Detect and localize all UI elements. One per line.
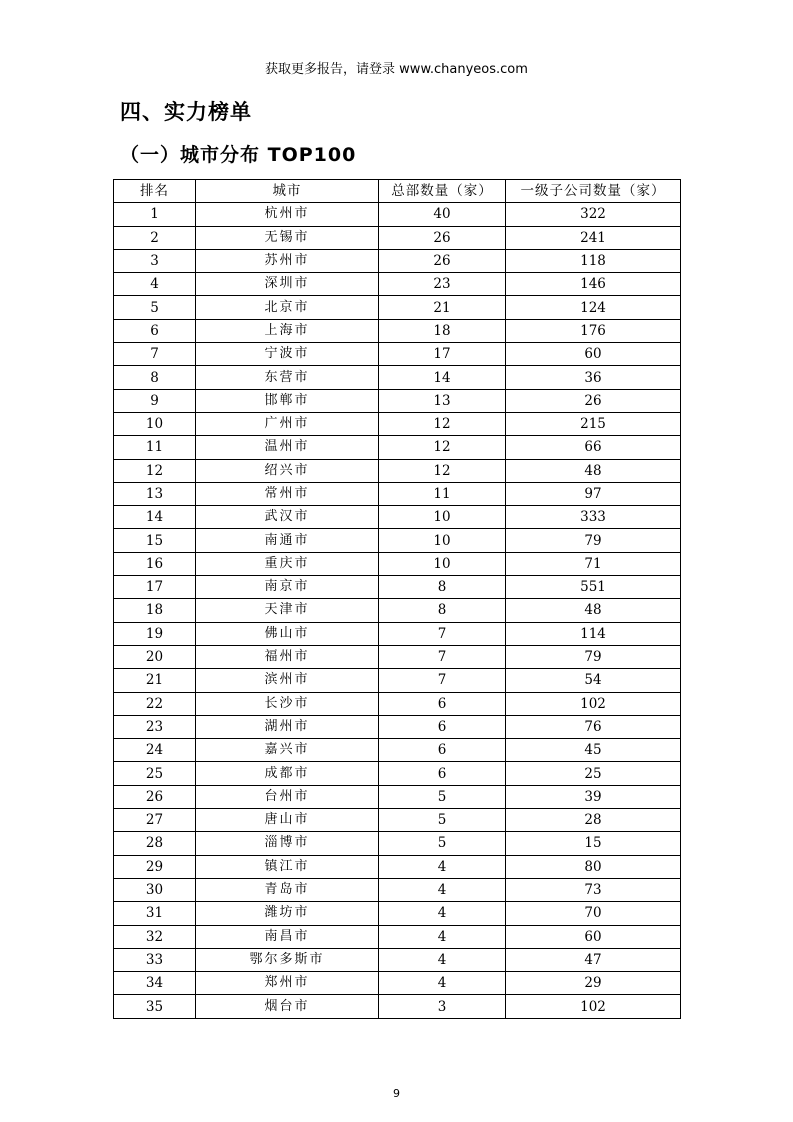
col-header-hq-count: 总部数量（家） — [379, 180, 506, 203]
cell-rank: 30 — [114, 878, 196, 901]
cell-hq-count: 17 — [379, 343, 506, 366]
table-row — [114, 273, 681, 296]
cell-city: 常州市 — [196, 482, 379, 505]
col-header-city: 城市 — [196, 180, 379, 203]
table-row — [114, 739, 681, 762]
cell-hq-count: 6 — [379, 692, 506, 715]
table-row — [114, 832, 681, 855]
cell-rank: 19 — [114, 622, 196, 645]
cell-subsidiary-count: 79 — [506, 529, 681, 552]
cell-rank: 3 — [114, 249, 196, 272]
cell-hq-count: 4 — [379, 902, 506, 925]
cell-subsidiary-count: 102 — [506, 995, 681, 1018]
table-row — [114, 622, 681, 645]
cell-hq-count: 12 — [379, 459, 506, 482]
table-row — [114, 389, 681, 412]
cell-subsidiary-count: 322 — [506, 203, 681, 226]
cell-rank: 33 — [114, 948, 196, 971]
cell-rank: 9 — [114, 389, 196, 412]
cell-subsidiary-count: 79 — [506, 645, 681, 668]
cell-hq-count: 12 — [379, 436, 506, 459]
page-header: 获取更多报告，请登录 www.chanyeos.com — [265, 62, 528, 77]
cell-subsidiary-count: 54 — [506, 669, 681, 692]
cell-hq-count: 12 — [379, 412, 506, 435]
cell-hq-count: 10 — [379, 529, 506, 552]
cell-city: 南京市 — [196, 576, 379, 599]
cell-subsidiary-count: 48 — [506, 459, 681, 482]
cell-hq-count: 26 — [379, 249, 506, 272]
cell-rank: 17 — [114, 576, 196, 599]
cell-hq-count: 8 — [379, 599, 506, 622]
cell-rank: 8 — [114, 366, 196, 389]
cell-rank: 32 — [114, 925, 196, 948]
cell-rank: 16 — [114, 552, 196, 575]
table-body — [114, 203, 681, 1018]
cell-hq-count: 3 — [379, 995, 506, 1018]
table-row — [114, 645, 681, 668]
cell-hq-count: 23 — [379, 273, 506, 296]
cell-rank: 6 — [114, 319, 196, 342]
cell-rank: 11 — [114, 436, 196, 459]
city-ranking-table — [113, 179, 681, 1019]
cell-city: 南昌市 — [196, 925, 379, 948]
table-row — [114, 366, 681, 389]
cell-hq-count: 4 — [379, 925, 506, 948]
table-row — [114, 319, 681, 342]
cell-hq-count: 6 — [379, 739, 506, 762]
table-row — [114, 925, 681, 948]
cell-hq-count: 7 — [379, 645, 506, 668]
table-row — [114, 296, 681, 319]
cell-subsidiary-count: 102 — [506, 692, 681, 715]
cell-subsidiary-count: 97 — [506, 482, 681, 505]
cell-rank: 25 — [114, 762, 196, 785]
cell-subsidiary-count: 15 — [506, 832, 681, 855]
cell-city: 长沙市 — [196, 692, 379, 715]
cell-city: 无锡市 — [196, 226, 379, 249]
table-row — [114, 343, 681, 366]
cell-city: 深圳市 — [196, 273, 379, 296]
cell-hq-count: 11 — [379, 482, 506, 505]
cell-subsidiary-count: 25 — [506, 762, 681, 785]
table-row — [114, 552, 681, 575]
cell-subsidiary-count: 176 — [506, 319, 681, 342]
table-row — [114, 412, 681, 435]
cell-city: 青岛市 — [196, 878, 379, 901]
cell-city: 镇江市 — [196, 855, 379, 878]
cell-rank: 14 — [114, 506, 196, 529]
cell-hq-count: 40 — [379, 203, 506, 226]
table-row — [114, 902, 681, 925]
cell-city: 天津市 — [196, 599, 379, 622]
cell-subsidiary-count: 45 — [506, 739, 681, 762]
cell-rank: 22 — [114, 692, 196, 715]
table-row — [114, 715, 681, 738]
cell-subsidiary-count: 80 — [506, 855, 681, 878]
cell-subsidiary-count: 333 — [506, 506, 681, 529]
cell-hq-count: 7 — [379, 622, 506, 645]
cell-hq-count: 6 — [379, 715, 506, 738]
cell-hq-count: 14 — [379, 366, 506, 389]
section-title: 四、实力榜单 — [120, 100, 252, 124]
cell-rank: 29 — [114, 855, 196, 878]
cell-city: 重庆市 — [196, 552, 379, 575]
cell-rank: 34 — [114, 972, 196, 995]
table-row — [114, 459, 681, 482]
cell-city: 北京市 — [196, 296, 379, 319]
table-row — [114, 995, 681, 1018]
cell-rank: 5 — [114, 296, 196, 319]
cell-subsidiary-count: 29 — [506, 972, 681, 995]
cell-city: 绍兴市 — [196, 459, 379, 482]
cell-rank: 20 — [114, 645, 196, 668]
cell-rank: 35 — [114, 995, 196, 1018]
cell-city: 武汉市 — [196, 506, 379, 529]
cell-rank: 4 — [114, 273, 196, 296]
cell-rank: 23 — [114, 715, 196, 738]
cell-subsidiary-count: 118 — [506, 249, 681, 272]
cell-city: 郑州市 — [196, 972, 379, 995]
cell-subsidiary-count: 146 — [506, 273, 681, 296]
cell-rank: 28 — [114, 832, 196, 855]
cell-subsidiary-count: 73 — [506, 878, 681, 901]
cell-city: 唐山市 — [196, 809, 379, 832]
subsection-title: （一）城市分布 TOP100 — [120, 144, 357, 166]
cell-city: 鄂尔多斯市 — [196, 948, 379, 971]
table-row — [114, 809, 681, 832]
cell-subsidiary-count: 76 — [506, 715, 681, 738]
cell-city: 潍坊市 — [196, 902, 379, 925]
table-row — [114, 599, 681, 622]
cell-rank: 13 — [114, 482, 196, 505]
cell-rank: 10 — [114, 412, 196, 435]
cell-rank: 12 — [114, 459, 196, 482]
cell-rank: 15 — [114, 529, 196, 552]
cell-city: 杭州市 — [196, 203, 379, 226]
table-row — [114, 482, 681, 505]
table-row — [114, 669, 681, 692]
cell-hq-count: 5 — [379, 785, 506, 808]
table-row — [114, 436, 681, 459]
cell-city: 宁波市 — [196, 343, 379, 366]
table-header-row — [114, 180, 681, 203]
cell-rank: 1 — [114, 203, 196, 226]
cell-hq-count: 5 — [379, 832, 506, 855]
cell-rank: 7 — [114, 343, 196, 366]
table-row — [114, 855, 681, 878]
page-number: 9 — [393, 1087, 400, 1100]
cell-subsidiary-count: 48 — [506, 599, 681, 622]
table-row — [114, 203, 681, 226]
cell-subsidiary-count: 28 — [506, 809, 681, 832]
cell-hq-count: 21 — [379, 296, 506, 319]
cell-subsidiary-count: 36 — [506, 366, 681, 389]
cell-subsidiary-count: 71 — [506, 552, 681, 575]
cell-city: 苏州市 — [196, 249, 379, 272]
cell-rank: 18 — [114, 599, 196, 622]
cell-city: 东营市 — [196, 366, 379, 389]
cell-city: 佛山市 — [196, 622, 379, 645]
cell-city: 滨州市 — [196, 669, 379, 692]
table-row — [114, 972, 681, 995]
cell-hq-count: 4 — [379, 878, 506, 901]
cell-hq-count: 4 — [379, 855, 506, 878]
cell-hq-count: 18 — [379, 319, 506, 342]
cell-hq-count: 5 — [379, 809, 506, 832]
cell-subsidiary-count: 114 — [506, 622, 681, 645]
cell-hq-count: 4 — [379, 948, 506, 971]
cell-city: 台州市 — [196, 785, 379, 808]
table-row — [114, 948, 681, 971]
cell-subsidiary-count: 47 — [506, 948, 681, 971]
cell-city: 淄博市 — [196, 832, 379, 855]
cell-hq-count: 6 — [379, 762, 506, 785]
table-row — [114, 576, 681, 599]
cell-subsidiary-count: 551 — [506, 576, 681, 599]
cell-city: 广州市 — [196, 412, 379, 435]
cell-city: 嘉兴市 — [196, 739, 379, 762]
cell-city: 福州市 — [196, 645, 379, 668]
cell-subsidiary-count: 215 — [506, 412, 681, 435]
cell-hq-count: 10 — [379, 506, 506, 529]
cell-rank: 2 — [114, 226, 196, 249]
cell-city: 上海市 — [196, 319, 379, 342]
table-row — [114, 692, 681, 715]
cell-hq-count: 26 — [379, 226, 506, 249]
cell-subsidiary-count: 241 — [506, 226, 681, 249]
cell-subsidiary-count: 26 — [506, 389, 681, 412]
cell-rank: 26 — [114, 785, 196, 808]
table-row — [114, 226, 681, 249]
table-row — [114, 249, 681, 272]
cell-subsidiary-count: 70 — [506, 902, 681, 925]
cell-rank: 24 — [114, 739, 196, 762]
cell-subsidiary-count: 60 — [506, 925, 681, 948]
cell-rank: 21 — [114, 669, 196, 692]
cell-city: 南通市 — [196, 529, 379, 552]
col-header-subsidiary-count: 一级子公司数量（家） — [506, 180, 681, 203]
cell-city: 邯郸市 — [196, 389, 379, 412]
col-header-rank: 排名 — [114, 180, 196, 203]
cell-hq-count: 4 — [379, 972, 506, 995]
table-row — [114, 785, 681, 808]
cell-subsidiary-count: 124 — [506, 296, 681, 319]
cell-hq-count: 10 — [379, 552, 506, 575]
cell-city: 烟台市 — [196, 995, 379, 1018]
table-row — [114, 762, 681, 785]
cell-subsidiary-count: 60 — [506, 343, 681, 366]
table-row — [114, 529, 681, 552]
cell-hq-count: 7 — [379, 669, 506, 692]
cell-subsidiary-count: 39 — [506, 785, 681, 808]
cell-hq-count: 13 — [379, 389, 506, 412]
table-row — [114, 506, 681, 529]
cell-city: 成都市 — [196, 762, 379, 785]
cell-rank: 27 — [114, 809, 196, 832]
cell-subsidiary-count: 66 — [506, 436, 681, 459]
cell-hq-count: 8 — [379, 576, 506, 599]
cell-rank: 31 — [114, 902, 196, 925]
cell-city: 湖州市 — [196, 715, 379, 738]
cell-city: 温州市 — [196, 436, 379, 459]
table-row — [114, 878, 681, 901]
